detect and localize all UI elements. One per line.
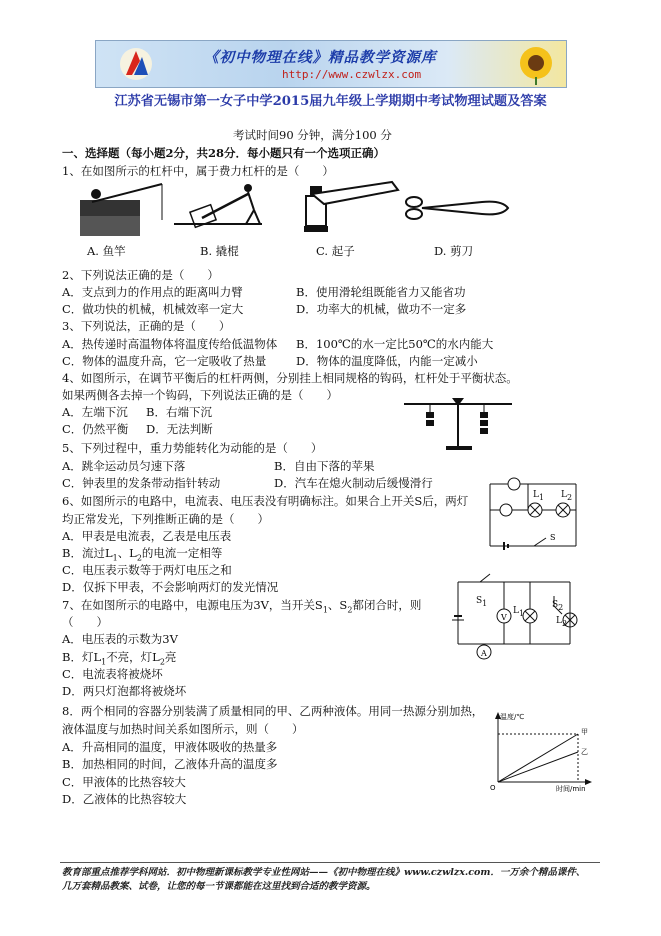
bottle-opener-figure [304,182,398,232]
scissors-figure [406,197,508,219]
q8-stem-1: 8．两个相同的容器分别装满了质量相同的甲、乙两种液体。用同一热源分别加热， [62,704,484,718]
q7-option-c: C．电流表将被烧坏 [62,667,163,681]
q4-lever-figure [400,390,520,454]
switch-label: S [550,533,556,542]
q2-option-a: A．支点到力的作用点的距离叫力臂 [62,285,243,299]
q2-stem: 2、下列说法正确的是（ ） [62,268,219,282]
graph-label-jia: 甲 [581,728,588,736]
q6-lamp-label-1: $L_1$ [533,490,545,502]
q3-option-d: D．物体的温度降低，内能一定减小 [296,354,478,368]
exam-info: 考试时间90 分钟，满分100 分 [233,128,392,142]
q4-option-a: A．左端下沉 [62,405,128,419]
graph-ylabel: 温度/℃ [500,713,525,721]
q4-option-b: B．右端下沉 [146,405,212,419]
q7-lamp-label-1: $L_1$ [513,606,525,618]
q3-option-c: C．物体的温度升高，它一定吸收了热量 [62,354,267,368]
footer [62,866,585,894]
ammeter-label: A [481,649,487,658]
footer-line-2: 几万套精品教案、试卷，让您的每一节课都能在这里找到合适的教学资源。 [62,881,376,892]
q8-stem-2: 液体温度与加热时间关系如图所示，则（ ） [62,722,304,736]
footer-line-1: 教育部重点推荐学科网站．初中物理新课标教学专业性网站——《初中物理在线》www.czwlzx.com．一万余个精品课件、 [62,867,586,878]
q1-stem: 1、在如图所示的杠杆中，属于费力杠杆的是（ ） [62,164,334,178]
q8-option-b: B．加热相同的时间，乙液体升高的温度多 [62,757,278,771]
sunflower-icon [514,43,558,85]
q3-option-b: B．100℃的水一定比50℃的水内能大 [296,337,494,351]
q2-option-d: D．功率大的机械，做功不一定多 [296,302,467,316]
q4-stem-2: 如果两侧各去掉一个钩码，下列说法正确的是（ ） [62,388,338,402]
q7-option-d: D．两只灯泡都将被烧坏 [62,684,187,698]
q3-option-a: A．热传递时高温物体将温度传给低温物体 [62,337,278,351]
q1-label-d: D. 剪刀 [434,244,474,258]
crowbar-figure [174,184,262,227]
q4-option-d: D．无法判断 [146,422,213,436]
q1-label-a: A. 鱼竿 [87,244,126,258]
q6-option-c: C．电压表示数等于两灯电压之和 [62,563,232,577]
site-logo-icon [118,45,154,83]
q8-temperature-graph [484,710,594,792]
q5-option-a: A．跳伞运动员匀速下落 [62,459,186,473]
q7-option-a: A．电压表的示数为3V [62,632,178,646]
q7-lamp-label-2: $L_2$ [556,616,568,628]
q7-switch-label-2: $S_2$ [552,600,564,612]
q6-option-d: D．仅拆下甲表，不会影响两灯的发光情况 [62,580,279,594]
q8-option-d: D．乙液体的比热容较大 [62,792,187,806]
q2-option-b: B．使用滑轮组既能省力又能省功 [296,285,466,299]
footer-rule [60,862,600,863]
q5-option-b: B．自由下落的苹果 [274,459,375,473]
banner [95,40,567,88]
banner-title: 《初中物理在线》精品教学资源库 [204,49,437,66]
q7-paren: （ ） [62,615,108,629]
graph-line-jia [498,734,578,782]
q6-stem-1: 6、如图所示的电路中，电流表、电压表没有明确标注。如果合上开关S后，两灯 [62,494,469,508]
q6-option-b: B．流过$L_1$、$L_2$的电流一定相等 [62,546,223,563]
section-heading: 一、选择题（每小题2分，共28分．每小题只有一个选项正确） [62,146,386,160]
q7-stem: 7、在如图所示的电路中，电源电压为3V，当开关$S_1$、$S_2$都闭合时，则 [62,598,422,615]
q1-label-b: B. 撬棍 [200,244,239,258]
q7-switch-label-1: $S_1$ [476,596,488,608]
q6-option-a: A．甲表是电流表，乙表是电压表 [62,529,232,543]
document-title: 江苏省无锡市第一女子中学2015届九年级上学期期中考试物理试题及答案 [114,94,547,109]
q6-lamp-label-2: $L_2$ [561,490,573,502]
graph-origin: O [490,784,496,792]
fishing-rod-figure [80,184,162,236]
voltmeter-label: V [501,613,507,622]
q8-option-a: A．升高相同的温度，甲液体吸收的热量多 [62,740,278,754]
banner-url[interactable]: http://www.czwlzx.com [282,68,422,81]
graph-line-yi [498,752,578,782]
q5-stem: 5、下列过程中，重力势能转化为动能的是（ ） [62,441,323,455]
graph-label-yi: 乙 [581,748,588,756]
graph-xlabel: 时间/min [556,785,586,792]
q4-stem-1: 4、如图所示，在调节平衡后的杠杆两侧，分别挂上相同规格的钩码，杠杆处于平衡状态。 [62,371,518,385]
q5-option-c: C．钟表里的发条带动指针转动 [62,476,221,490]
q4-option-c: C．仍然平衡 [62,422,129,436]
q3-stem: 3、下列说法，正确的是（ ） [62,319,231,333]
q6-stem-2: 均正常发光，下列推断正确的是（ ） [62,512,269,526]
q1-label-c: C. 起子 [316,244,355,258]
q8-option-c: C．甲液体的比热容较大 [62,775,186,789]
q7-option-b: B．灯$L_1$不亮，灯$L_2$亮 [62,650,177,667]
q2-option-c: C．做功快的机械，机械效率一定大 [62,302,244,316]
q5-option-d: D．汽车在熄火制动后缓慢滑行 [274,476,433,490]
